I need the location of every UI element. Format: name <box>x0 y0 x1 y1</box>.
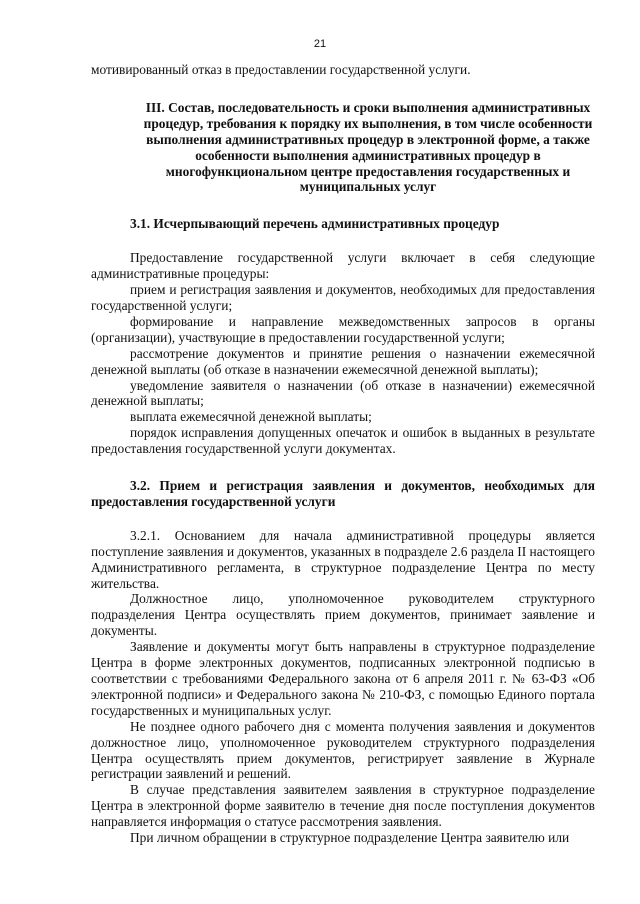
paragraph: При личном обращении в структурное подразделение Центра заявителю или <box>130 830 570 846</box>
page-number: 21 <box>313 38 327 50</box>
intro-line: мотивированный отказ в предоставлении государственной услуги. <box>91 62 471 77</box>
list-item: прием и регистрация заявления и документов, необходимых для предоставления государственной услуги; <box>91 282 595 313</box>
paragraph: Должностное лицо, уполномоченное руководителем структурного подразделения Центра осуществлять прием документов, принимает заявление и документы. <box>91 591 595 639</box>
paragraph: Предоставление государственной услуги включает в себя следующие административные процедуры: <box>91 250 595 282</box>
subsection-heading-3-1: 3.1. Исчерпывающий перечень административных процедур <box>130 216 500 232</box>
list-item: выплата ежемесячной денежной выплаты; <box>130 409 372 425</box>
list-item: уведомление заявителя о назначении (об отказе в назначении) ежемесячной денежной выплаты; <box>91 377 595 409</box>
paragraph: Не позднее одного рабочего дня с момента получения заявления и документов должностное лицо, уполномоченное руководителем структурного подразделения Центра осуществлять прием документов, регистрирует заявление в Журнале регистрации заявлений и решений. <box>91 718 595 782</box>
paragraph: Заявление и документы могут быть направлены в структурное подразделение Центра в форме электронных документов, подписанных электронной подписью в соответствии с требованиями Федерального закона от 6 апреля 2011 г. № 63-ФЗ «Об электронной подписи» и Федерального закона № 210-ФЗ, с помощью Единого портала государственных и муниципальных услуг. <box>91 639 595 718</box>
list-item: порядок исправления допущенных опечаток и ошибок в выданных в результате предоставления государственной услуги документах. <box>91 425 595 457</box>
subsection-heading-3-2: 3.2. Прием и регистрация заявления и документов, необходимых для предоставления государственной услуги <box>91 478 595 509</box>
page-content <box>91 62 595 846</box>
paragraph: В случае представления заявителем заявления в структурное подразделение Центра в электронной форме заявителю в течение дня после поступления документов направляется информация о статусе рассмотрения заявления. <box>91 782 595 830</box>
section-heading: III. Состав, последовательность и сроки выполнения административных процедур, требования к порядку их выполнения, в том числе особенности выполнения административных процедур в электронной форме, а также особенности выполнения административных процедур в многофункциональном центре предоставления государственных и муниципальных услуг <box>143 99 593 195</box>
list-item: рассмотрение документов и принятие решения о назначении ежемесячной денежной выплаты (об отказе в назначении ежемесячной денежной выплаты); <box>91 345 595 377</box>
paragraph: 3.2.1. Основанием для начала административной процедуры является поступление заявления и документов, указанных в подразделе 2.6 раздела II настоящего Административного регламента, в структурное подразделение Центра по месту жительства. <box>91 527 595 591</box>
list-item: формирование и направление межведомственных запросов в органы (организации), участвующие в предоставлении государственной услуги; <box>91 313 595 345</box>
